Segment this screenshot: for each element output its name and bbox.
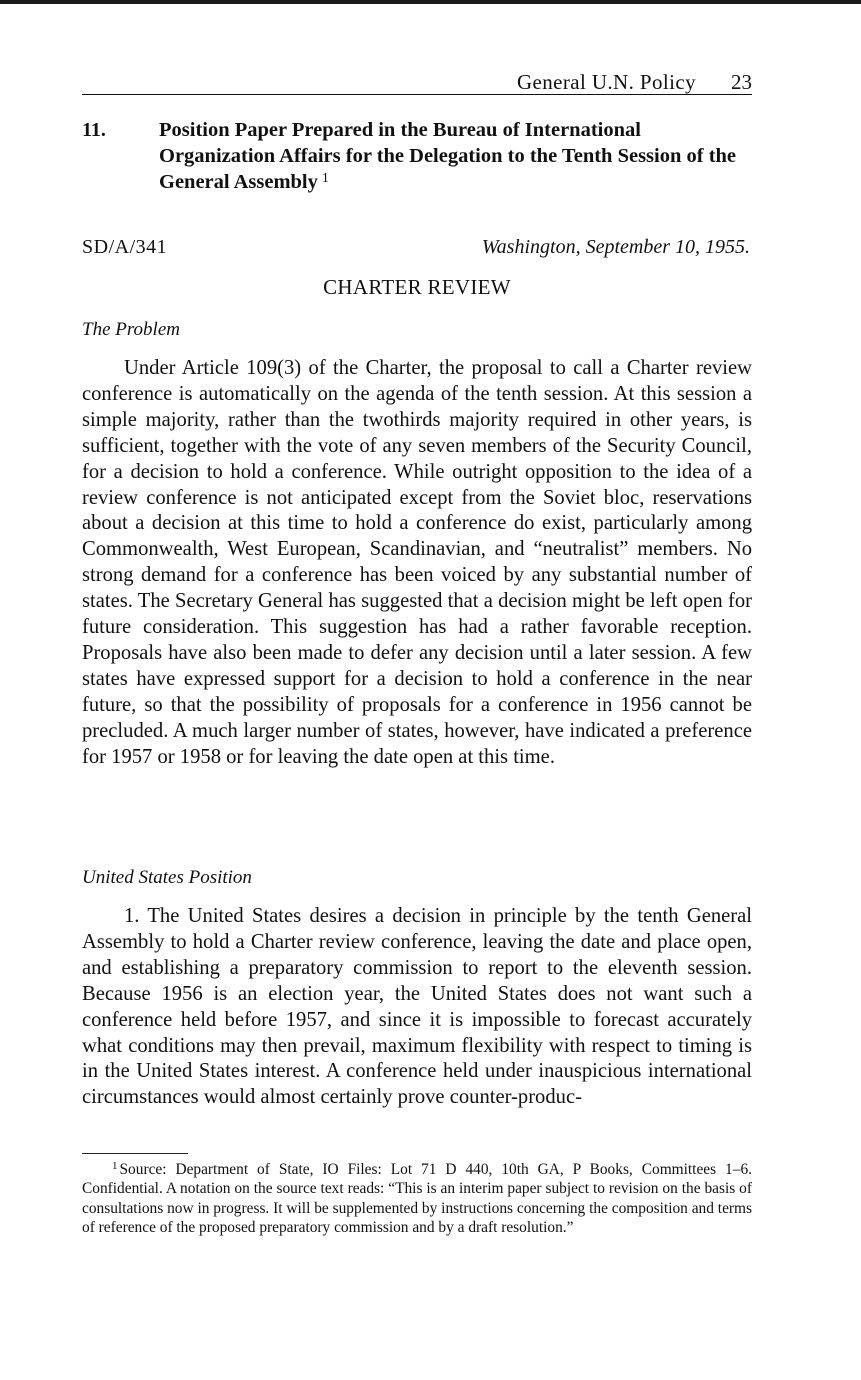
problem-paragraph: Under Article 109(3) of the Charter, the proposal to call a Charter review conference is automatically on the agenda of the tenth session. At this session a simple majority, rather than the twothirds majority required in other years, is sufficient, together with the vote of any seven members of the Security Council, for a decision to hold a conference. While outright opposition to the idea of a review conference is not anticipated except from the Soviet bloc, reservations about a decision at this time to hold a conference do exist, particularly among Commonwealth, West European, Scandinavian, and “neutralist” members. No strong demand for a conference has been voiced by any substantial number of states. The Secretary General has suggested that a decision might be left open for future consideration. This suggestion has had a rather favorable reception. Proposals have also been made to defer any decision until a later session. A few states have expressed support for a decision to hold a conference in the near future, so that the possibility of proposals for a conference in 1956 cannot be precluded. A much larger number of states, however, have indicated a preference for 1957 or 1958 or for leaving the date open at this time. bbox=[82, 357, 752, 768]
position-heading: United States Position bbox=[82, 867, 252, 888]
document-id: SD/A/341 bbox=[82, 236, 168, 258]
heading-footnote-marker: 1 bbox=[321, 171, 329, 186]
section-title: CHARTER REVIEW bbox=[323, 275, 511, 299]
document-number: 11. bbox=[82, 119, 106, 141]
document-heading bbox=[159, 117, 739, 195]
running-head-title: General U.N. Policy bbox=[516, 70, 696, 94]
page-number: 23 bbox=[731, 70, 752, 94]
position-paragraph: 1. The United States desires a decision in principle by the tenth General Assembly to hold a Charter review conference, leaving the date and place open, and establishing a preparatory commission to report to the eleventh session. Because 1956 is an election year, the United States does not want such a conference held before 1957, and since it is impossible to forecast accurately what conditions may then prevail, maximum flexibility with respect to timing is in the United States interest. A conference held under inauspicious international circumstances would almost certainly prove counter-produc- bbox=[82, 905, 752, 1109]
problem-heading: The Problem bbox=[82, 319, 180, 340]
footnote-text: Source: Department of State, IO Files: Lot 71 D 440, 10th GA, P Books, Committees 1–6. Confidential. A notation on the source text reads: “This is an interim paper subject to revision on the basis of consultations now in progress. It will be supplemented by instructions concerning the composition and terms of reference of the proposed preparatory commission and by a draft resolution.” bbox=[82, 1161, 752, 1236]
footnote-rule bbox=[82, 1153, 188, 1154]
footnote-marker: 1 bbox=[112, 1160, 118, 1172]
running-head bbox=[82, 70, 752, 95]
dateline: Washington, September 10, 1955. bbox=[481, 236, 750, 258]
scan-edge bbox=[0, 0, 861, 4]
footnote bbox=[82, 1160, 752, 1237]
document-heading-text: Position Paper Prepared in the Bureau of International Organization Affairs for the Delegation to the Tenth Session of the General Assembly bbox=[159, 119, 737, 193]
